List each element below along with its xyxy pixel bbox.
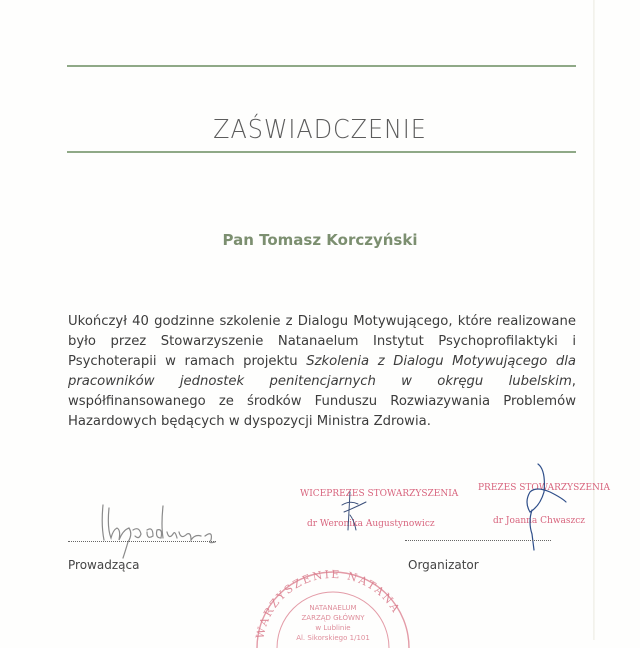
signature-line-lecturer [68,541,216,542]
top-rule [67,65,576,67]
signature-president [510,462,580,552]
body-text-part1: Ukończył 40 godzinne szkolenie z Dialogu Motywującego, które realizowane było przez Stowarzyszenie Natanaelum Instytut Psychoprofilaktyki i Psychoterapii w ramach projektu [68,314,576,369]
paper-fold [593,0,595,640]
association-seal [253,568,413,648]
president-stamp-title: PREZES STOWARZYSZENIA [478,483,610,493]
svg-text:ZARZĄD GŁÓWNY: ZARZĄD GŁÓWNY [301,614,365,622]
signature-vice-president [340,490,380,535]
svg-text:WARZYSZENIE NATANA: WARZYSZENIE NATANA [253,568,404,640]
signature-line-organizer [405,540,551,541]
svg-text:NATANAELUM: NATANAELUM [309,604,357,612]
body-text-part2: , współfinansowanego ze środków Funduszu Rozwiazywania Problemów Hazardowych będących w dyspozycji Ministra Zdrowia. [68,374,576,429]
certificate-body [68,312,576,432]
svg-text:w Lublinie: w Lublinie [315,624,351,632]
svg-text:Al. Sikorskiego 1/101: Al. Sikorskiego 1/101 [296,634,370,642]
president-stamp-name: dr Joanna Chwaszcz [493,516,586,526]
vice-president-stamp-name: dr Weronika Augustynowicz [307,519,435,529]
lecturer-label: Prowadząca [68,558,140,572]
document-title: ZAŚWIADCZENIE [213,115,427,145]
project-name: Szkolenia z Dialogu Motywującego dla pracowników jednostek penitencjarnych w okręgu lubelskim [68,354,576,389]
organizer-label: Organizator [408,558,479,572]
recipient-name: Pan Tomasz Korczyński [222,231,418,249]
vice-president-stamp-title: WICEPREZES STOWARZYSZENIA [300,489,459,499]
title-underline [67,151,576,153]
signature-lecturer [95,500,245,560]
